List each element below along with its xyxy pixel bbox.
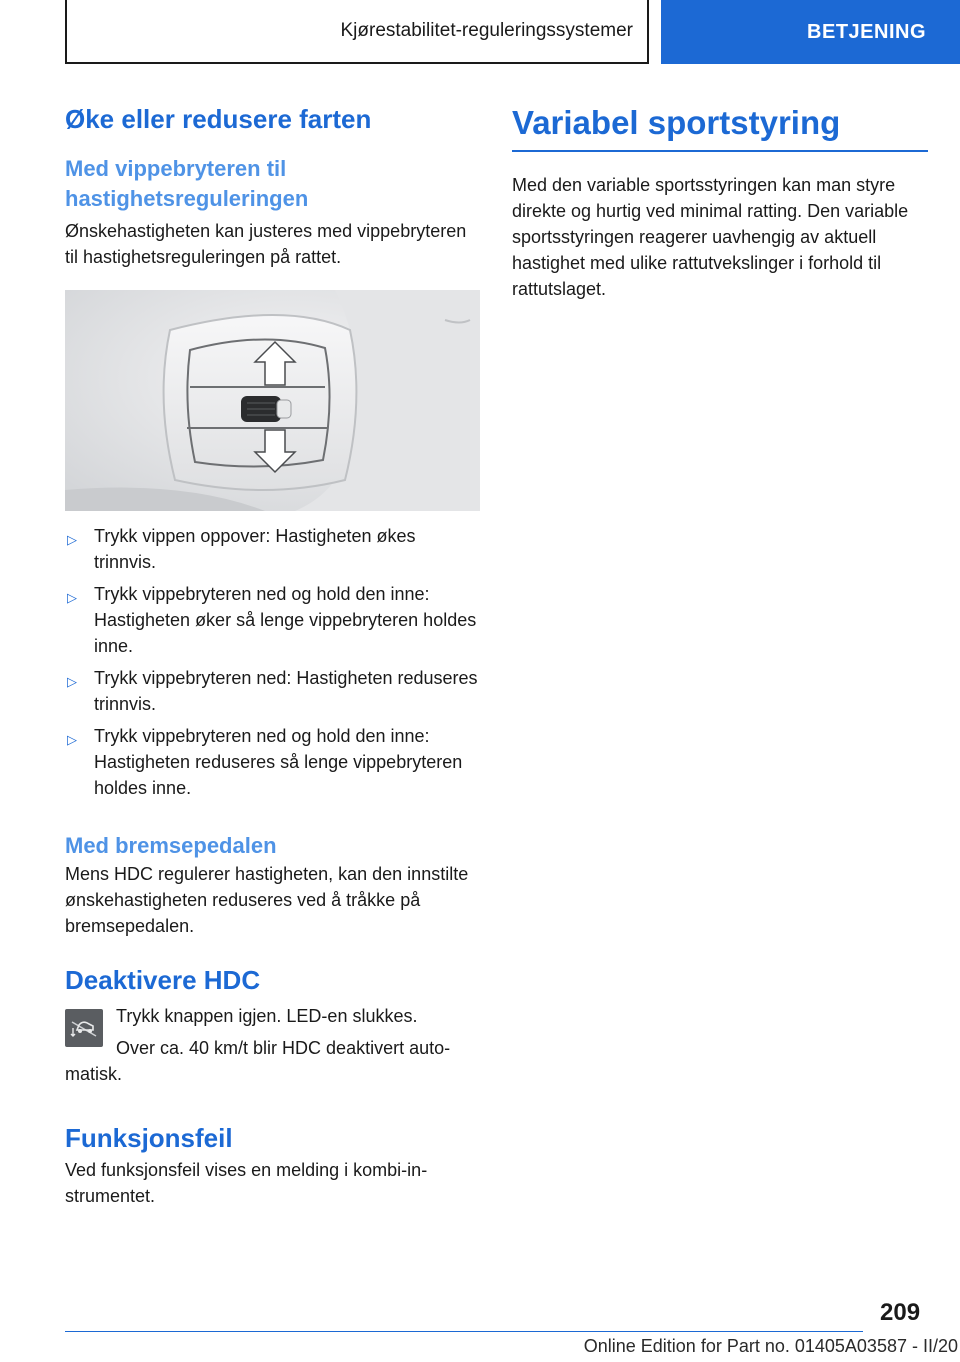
heading-rule [512, 150, 928, 152]
list-item: ▷ Trykk vippebryteren ned og hold den inne: Hastigheten øker så lenge vippebryteren holdes inne. [67, 584, 477, 656]
speed-bullet-list [65, 523, 480, 801]
deactivate-line-2: Over ca. 40 km/t blir HDC deaktivert automatisk. [65, 1038, 451, 1084]
triangle-right-icon: ▷ [67, 732, 77, 747]
list-item: ▷ Trykk vippen oppover: Hastigheten økes trinnvis. [67, 526, 416, 572]
deactivate-line-1: Trykk knappen igjen. LED-en slukkes. [116, 1006, 418, 1026]
chapter-tab-label: BETJENING [807, 20, 926, 43]
subheading-brake-pedal: Med bremsepedalen [65, 833, 277, 858]
heading-malfunction: Funksjonsfeil [65, 1123, 233, 1153]
triangle-right-icon: ▷ [67, 674, 77, 689]
section-title: Kjørestabilitet-reguleringssystemer [340, 20, 633, 41]
list-item: ▷ Trykk vippebryteren ned og hold den inne: Hastigheten reduseres så lenge vippebryteren holdes inne. [67, 726, 463, 798]
deactivate-hdc-block [65, 1003, 480, 1087]
heading-speed-adjust: Øke eller redusere farten [65, 104, 372, 134]
list-item: ▷ Trykk vippebryteren ned: Hastigheten reduseres trinnvis. [67, 668, 478, 714]
malfunction-text: Ved funksjonsfeil vises en melding i kombi-instrumentet. [65, 1160, 428, 1206]
triangle-right-icon: ▷ [67, 532, 77, 547]
triangle-right-icon: ▷ [67, 590, 77, 605]
right-column [512, 100, 928, 302]
steering-wheel-photo [65, 290, 480, 511]
hill-descent-control-icon [65, 1009, 103, 1047]
brake-pedal-text: Mens HDC regulerer hastigheten, kan den innstilte ønskehastigheten reduseres ved å tråkke på bremsepedalen. [65, 864, 469, 936]
footer-rule [65, 1331, 863, 1332]
header-chapter-tab[interactable] [661, 0, 960, 64]
heading-variable-sport-steering: Variabel sportstyring [512, 104, 841, 141]
rocker-switch-text: Ønskehastigheten kan justeres med vippebryteren til hastighetsreguleringen på rattet. [65, 221, 467, 267]
header-section-title [65, 0, 649, 64]
subheading-rocker-switch: Med vippebryteren til hastighetsreguleringen [65, 156, 309, 211]
left-column [65, 100, 480, 1209]
heading-deactivate-hdc: Deaktivere HDC [65, 965, 261, 995]
footer-edition: Online Edition for Part no. 01405A03587 - II/20 [583, 1336, 958, 1356]
variable-sport-steering-text: Med den variable sportsstyringen kan man styre direkte og hurtig ved minimal ratting. Den variable sportsstyringen reagerer uavhengig av aktuell hastighet med ulike rattutvekslinger i forhold til rattutslaget. [512, 175, 909, 299]
page-number: 209 [880, 1299, 921, 1326]
